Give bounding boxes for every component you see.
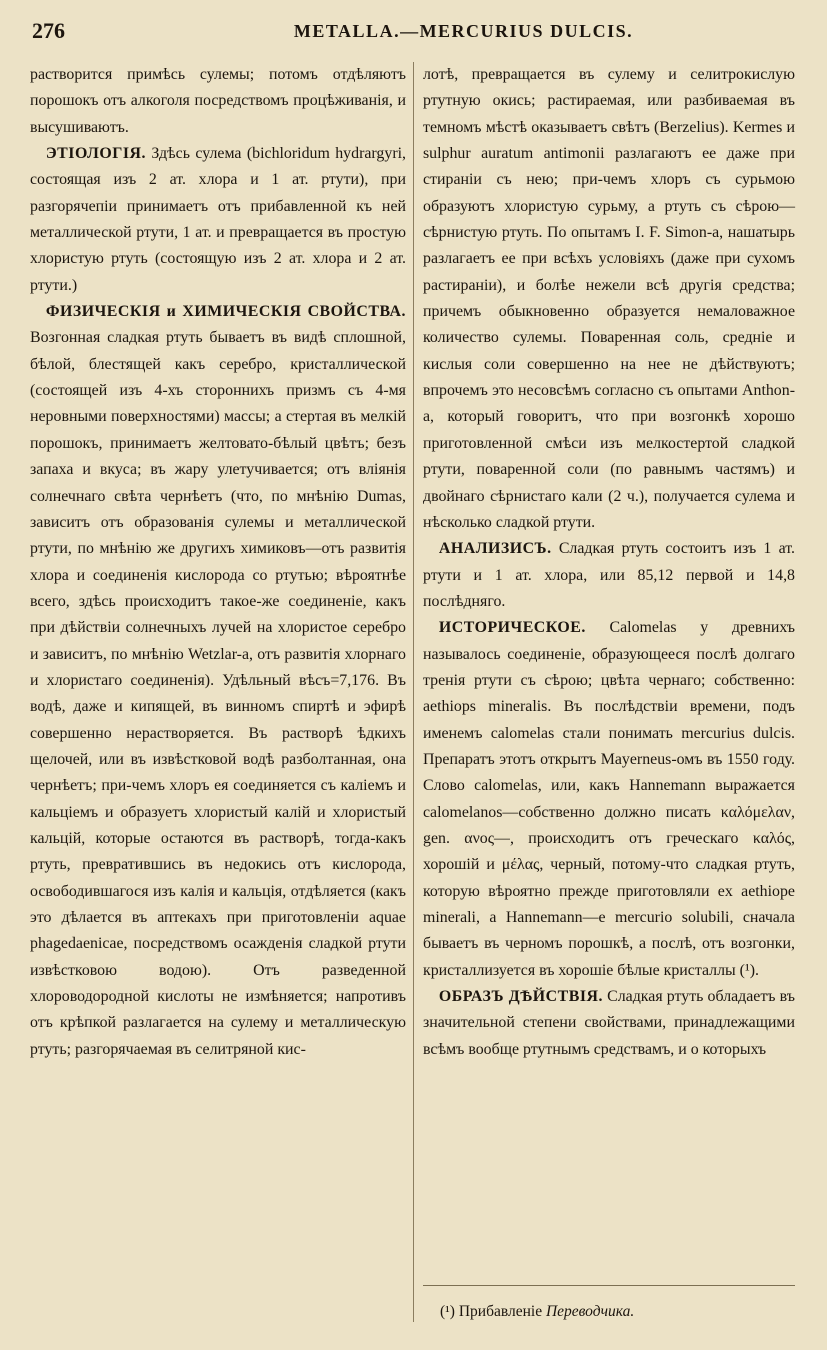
paragraph <box>423 615 795 984</box>
paragraph <box>423 536 795 615</box>
page-number: 276 <box>32 18 65 43</box>
section-heading: ФИЗИЧЕСКІЯ и ХИМИЧЕСКІЯ СВОЙСТВА. <box>45 303 406 321</box>
paragraph <box>30 141 406 299</box>
footnote-text: Прибавленіе <box>458 1303 543 1320</box>
paragraph-text: растворится примѣсь сулемы; потомъ отдѣляютъ порошокъ отъ алкоголя посредствомъ процѣживанія, и высушиваютъ. <box>30 66 406 136</box>
page-header <box>30 18 807 46</box>
footnote-marker: (¹) <box>440 1303 455 1320</box>
section-heading: ОБРАЗЪ ДѢЙСТВІЯ. <box>438 988 603 1006</box>
paragraph-text: лотѣ, превращается въ сулему и селитрокислую ртутную окись; растираемая, или разбиваемая въ темномъ мѣстѣ оказываетъ свѣтъ (Berzelius). Kermes и sulphur auratum antimonii разлагаютъ ее даже при стираніи съ нею; при-чемъ хлоръ съ сурьмою образуютъ хлористую сурьму, а ртуть съ сѣрою—сѣрнистую ртуть. По опытамъ I. F. Simon-а, нашатырь разлагаетъ ее при всѣхъ условіяхъ (даже при сухомъ растираніи), и болѣе нежели всѣ другія средства; причемъ обыкновенно образуется немаловажное количество сулемы. Поваренная соль, средніе и кислыя соли совершенно на нее не дѣйствуютъ; впрочемъ это несовсѣмъ согласно съ опытами Anthon-а, который говоритъ, что при возгонкѣ хорошо приготовленной смѣси изъ мелкостертой сладкой ртути, поваренной соли (по равнымъ частямъ) и двойнаго сѣрнистаго кали (2 ч.), получается сулема и нѣсколько сладкой ртути. <box>423 66 795 531</box>
paragraph-text: Calomelas у древнихъ называлось соединеніе, образующееся послѣ долгаго тренія ртути съ сѣрою; цвѣта чернаго; собственно: aethiops mineralis. Въ послѣдствіи времени, подъ именемъ calomelas стали понимать mercurius dulcis. Препаратъ этотъ открытъ Mayerneus-омъ въ 1550 году. Слово calomelas, или, какъ Hannemann выражается calomelanos—собственно должно писать καλόμελαν, gen. ανος—, происходитъ отъ греческаго καλός, хорошій и μέλας, черный, потому-что сладкая ртуть, которую вѣроятно прежде приготовляли ex aethiope minerali, а Hannemann—e mercurio solubili, сначала бываетъ въ черномъ порошкѣ, а послѣ, отъ возгонки, кристаллизуется въ хорошіе бѣлые кристаллы (¹). <box>423 619 795 979</box>
paragraph <box>423 984 795 1063</box>
column-divider <box>413 62 414 1322</box>
paragraph-text: Сладкая ртуть обладаетъ въ значительной степени свойствами, принадлежащими всѣмъ вообще ртутнымъ средствамъ, и о которыхъ <box>423 988 796 1058</box>
section-heading: ЭТІОЛОГІЯ. <box>45 145 146 163</box>
running-title: METALLA.—MERCURIUS DULCIS. <box>293 21 634 41</box>
section-heading: ИСТОРИЧЕСКОЕ. <box>438 619 586 637</box>
paragraph <box>30 62 406 141</box>
footnote-italic-text: Переводчика. <box>545 1303 635 1320</box>
left-column <box>30 62 406 1063</box>
paragraph-text: Возгонная сладкая ртуть бываетъ въ видѣ сплошной, бѣлой, блестящей какъ серебро, кристаллической (состоящей изъ 4-хъ стороннихъ призмъ съ 4-мя неровными поверхностями) массы; а стертая въ мелкій порошокъ, принимаетъ желтовато-бѣлый цвѣтъ; безъ запаха и вкуса; въ жару улетучивается; отъ вліянія солнечнаго свѣта чернѣетъ (что, по мнѣнію Dumas, зависитъ отъ образованія сулемы и металлической ртути, по мнѣнію же другихъ химиковъ—отъ развитія хлора и соединенія кислорода со ртутью; вѣроятнѣе всего, здѣсь происходитъ такое-же соединеніе, какъ при дѣйствіи солнечныхъ лучей на хлористое серебро и зависитъ, по мнѣнію Wetzlar-а, отъ развитія хлорнаго и хлористаго соединенія). Удѣльный вѣсъ=7,176. Въ водѣ, даже и кипящей, въ винномъ спиртѣ и эфирѣ совершенно нерастворяется. Въ растворѣ ѣдкихъ щелочей, или въ извѣстковой водѣ разболтанная, она чернѣетъ; при-чемъ хлоръ ея соединяется съ каліемъ и кальціемъ и образуетъ хлористый калій и хлористый кальцій, которые остаются въ растворѣ, тогда-какъ ртуть, превратившись въ недокись отъ кислорода, освободившагося изъ калія и кальція, отдѣляется (какъ это дѣлается въ аптекахъ при приготовленіи aquae phagedaenicae, посредствомъ осажденія сладкой ртути извѣстковою водою). Отъ разведенной хлороводородной кислоты не измѣняется; напротивъ отъ крѣпкой разлагается на сулему и металлическую ртуть; разгорячаемая въ селитряной кис- <box>30 329 406 1058</box>
paragraph <box>423 62 795 536</box>
section-heading: АНАЛИЗИСЪ. <box>438 540 552 558</box>
paragraph-text: Здѣсь сулема (bichloridum hydrargyri, состоящая изъ 2 ат. хлора и 1 ат. ртути), при разгорячепіи принимаетъ отъ прибавленной къ ней металлической ртути, 1 ат. и превращается въ простую хлористую ртуть (состоящую изъ 2 ат. хлора и 2 ат. ртути.) <box>30 145 406 294</box>
paragraph-text: Сладкая ртуть состоитъ изъ 1 ат. ртути и 1 ат. хлора, или 85,12 первой и 14,8 послѣдняго. <box>423 540 795 610</box>
right-column <box>423 62 795 1063</box>
footnote-separator <box>423 1285 795 1286</box>
paragraph <box>30 299 406 1063</box>
footnote <box>440 1303 634 1321</box>
